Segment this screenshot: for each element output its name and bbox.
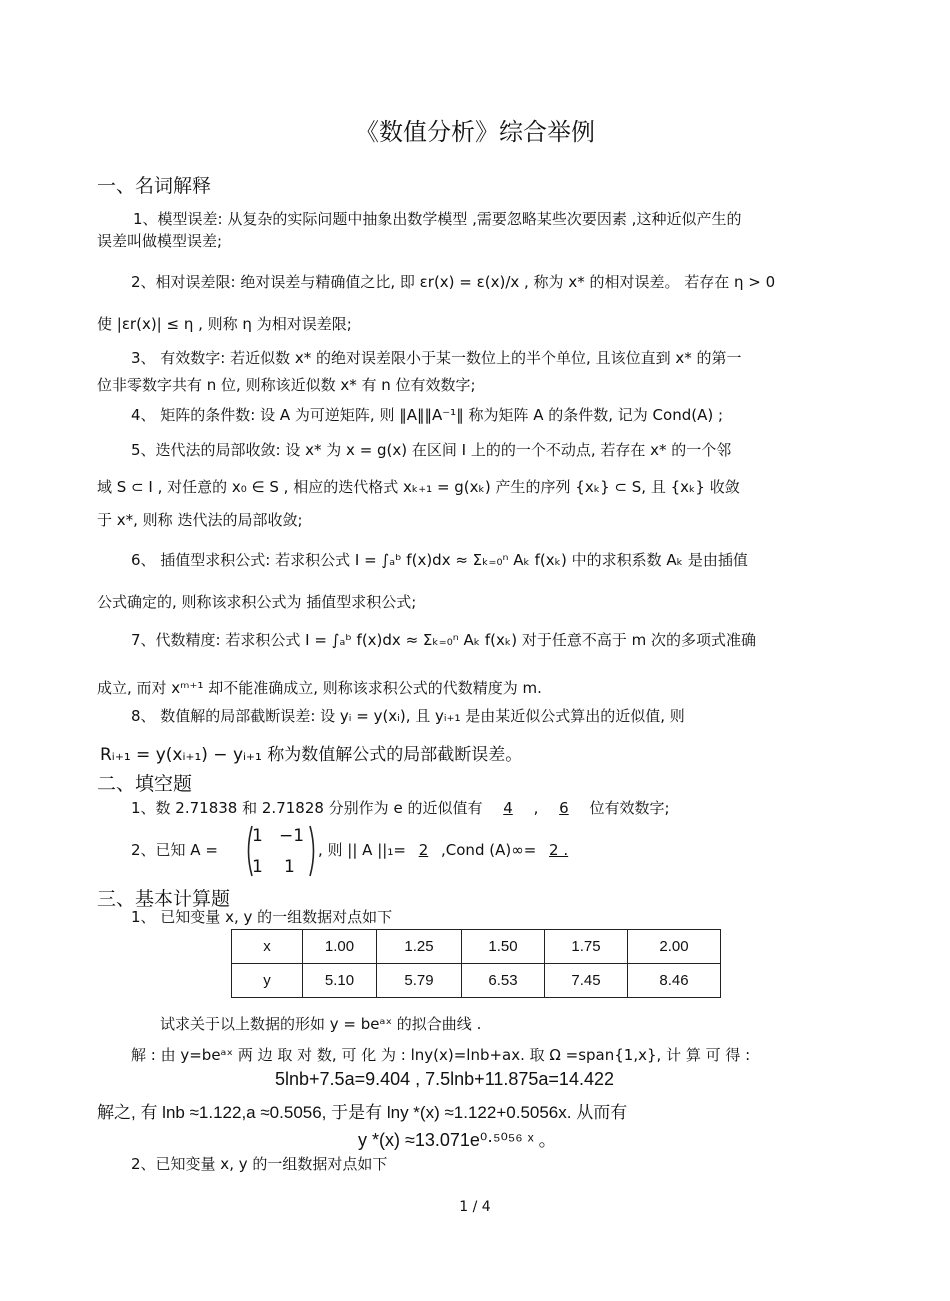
definition-1-line-1: 1、模型误差: 从复杂的实际问题中抽象出数学模型 ,需要忽略某些次要因素 ,这种近似产生的 xyxy=(133,210,742,228)
fill-question-2-cond-label: ,Cond (A)∞= xyxy=(441,841,537,859)
section-heading-definitions: 一、名词解释 xyxy=(97,175,212,197)
definition-6-line-1: 6、 插值型求积公式: 若求积公式 I = ∫ₐᵇ f(x)dx ≈ Σₖ₌₀ⁿ Aₖ f(xₖ) 中的求积系数 Aₖ 是由插值 xyxy=(131,551,748,569)
matrix-a12: −1 xyxy=(279,826,305,846)
table-row xyxy=(232,964,721,998)
definition-7-line-2: 成立, 而对 xᵐ⁺¹ 却不能准确成立, 则称该求积公式的代数精度为 m. xyxy=(97,679,542,697)
table-cell: 6.53 xyxy=(462,964,545,998)
table-cell: 1.25 xyxy=(377,930,462,964)
table-cell: 5.10 xyxy=(303,964,377,998)
definition-5-line-2: 域 S ⊂ I , 对任意的 x₀ ∈ S , 相应的迭代格式 xₖ₊₁ = g(xₖ) 产生的序列 {xₖ} ⊂ S, 且 {xₖ} 收敛 xyxy=(97,478,740,496)
matrix-a22: 1 xyxy=(284,857,295,877)
definition-4-line-1: 4、 矩阵的条件数: 设 A 为可逆矩阵, 则 ‖A‖‖A⁻¹‖ 称为矩阵 A 的条件数, 记为 Cond(A) ; xyxy=(131,406,724,424)
table-cell: 1.00 xyxy=(303,930,377,964)
calc-1-question: 试求关于以上数据的形如 y = beᵃˣ 的拟合曲线 . xyxy=(160,1015,482,1033)
definition-8-line-1: 8、 数值解的局部截断误差: 设 yᵢ = y(xᵢ), 且 yᵢ₊₁ 是由某近似公式算出的近似值, 则 xyxy=(131,707,685,725)
section-heading-fill-in: 二、填空题 xyxy=(97,773,193,795)
table-cell: y xyxy=(232,964,303,998)
definition-5-line-1: 5、迭代法的局部收敛: 设 x* 为 x = g(x) 在区间 I 上的的一个不动点, 若存在 x* 的一个邻 xyxy=(131,441,732,459)
fill-question-1-suffix: 位有效数字; xyxy=(589,799,670,817)
fill-question-2-suffix xyxy=(318,840,576,860)
definition-2-line-1: 2、相对误差限: 绝对误差与精确值之比, 即 εr(x) = ε(x)/x , 称为 x* 的相对误差。 若存在 η > 0 xyxy=(131,273,776,291)
fill-answer-2a: 2 xyxy=(418,841,429,859)
definition-1-line-2: 误差叫做模型误差; xyxy=(97,232,223,250)
table-row xyxy=(232,930,721,964)
definition-8-line-2: Rᵢ₊₁ = y(xᵢ₊₁) − yᵢ₊₁ 称为数值解公式的局部截断误差。 xyxy=(100,745,523,765)
definition-3-line-2: 位非零数字共有 n 位, 则称该近似数 x* 有 n 位有效数字; xyxy=(97,376,476,394)
fill-question-2-norm-label: , 则 || A ||₁= xyxy=(318,841,406,859)
table-cell: 7.45 xyxy=(545,964,628,998)
calc-1-solution-line-4: y *(x) ≈13.071e⁰·⁵⁰⁵⁶ ˣ 。 xyxy=(358,1130,557,1150)
definition-7-line-1: 7、代数精度: 若求积公式 I = ∫ₐᵇ f(x)dx ≈ Σₖ₌₀ⁿ Aₖ f(xₖ) 对于任意不高于 m 次的多项式准确 xyxy=(131,631,757,649)
table-cell: 8.46 xyxy=(628,964,721,998)
matrix-a11: 1 xyxy=(252,826,263,846)
calc-1-intro: 1、 已知变量 x, y 的一组数据对点如下 xyxy=(131,908,393,926)
section-heading-calculation: 三、基本计算题 xyxy=(97,888,231,910)
fill-answer-2b: 2 . xyxy=(549,841,569,859)
definition-5-line-3: 于 x*, 则称 迭代法的局部收敛; xyxy=(97,511,303,529)
page-number: 1 / 4 xyxy=(459,1199,491,1215)
calc-1-solution-line-3: 解之, 有 lnb ≈1.122,a ≈0.5056, 于是有 lny *(x) ≈1.122+0.5056x. 从而有 xyxy=(97,1103,628,1122)
table-cell: 1.50 xyxy=(462,930,545,964)
table-cell: x xyxy=(232,930,303,964)
fill-answer-1a: 4 xyxy=(503,799,513,817)
data-table xyxy=(231,929,721,998)
fill-question-1-comma: , xyxy=(533,799,539,817)
calc-1-solution-line-2: 5lnb+7.5a=9.404 , 7.5lnb+11.875a=14.422 xyxy=(275,1069,614,1089)
fill-question-1 xyxy=(131,798,670,818)
table-cell: 1.75 xyxy=(545,930,628,964)
fill-answer-1b: 6 xyxy=(559,799,569,817)
calc-2-intro: 2、已知变量 x, y 的一组数据对点如下 xyxy=(131,1155,388,1173)
page-title: 《数值分析》综合举例 xyxy=(355,118,595,146)
fill-question-1-text: 1、数 2.71838 和 2.71828 分别作为 e 的近似值有 xyxy=(131,799,483,817)
calc-1-solution-line-1: 解 : 由 y=beᵃˣ 两 边 取 对 数, 可 化 为 : lny(x)=lnb+ax. 取 Ω =span{1,x}, 计 算 可 得 : xyxy=(131,1046,751,1064)
table-cell: 2.00 xyxy=(628,930,721,964)
table-cell: 5.79 xyxy=(377,964,462,998)
matrix-a21: 1 xyxy=(252,857,263,877)
fill-question-2-prefix: 2、已知 A = xyxy=(131,841,218,859)
definition-3-line-1: 3、 有效数字: 若近似数 x* 的绝对误差限小于某一数位上的半个单位, 且该位直到 x* 的第一 xyxy=(131,349,742,367)
definition-2-line-2: 使 |εr(x)| ≤ η , 则称 η 为相对误差限; xyxy=(97,315,352,333)
definition-6-line-2: 公式确定的, 则称该求积公式为 插值型求积公式; xyxy=(97,593,417,611)
